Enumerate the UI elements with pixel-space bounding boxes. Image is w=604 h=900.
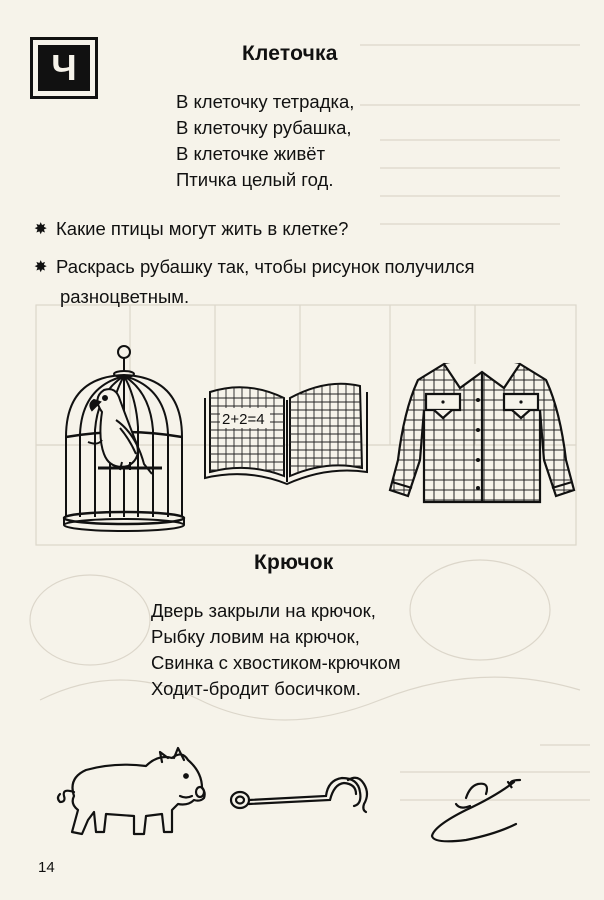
bird-cage-icon — [58, 342, 190, 532]
poem2-verse — [151, 598, 401, 702]
star-icon: ✸ — [34, 259, 48, 276]
task-question-birds — [34, 214, 348, 244]
page-number: 14 — [38, 859, 55, 876]
letter-badge-text: Ч — [38, 45, 90, 91]
poem1-verse — [176, 89, 354, 193]
poem1-line: В клеточку тетрадка, — [176, 91, 355, 112]
star-icon: ✸ — [34, 221, 48, 238]
poem2-line: Рыбку ловим на крючок, — [151, 626, 360, 647]
task-color-shirt — [34, 252, 475, 311]
poem2-title: Крючок — [254, 551, 334, 574]
poem1-line: В клеточку рубашка, — [176, 117, 352, 138]
poem1-title: Клеточка — [242, 42, 338, 65]
task-text: Раскрась рубашку так, чтобы рисунок получился — [56, 256, 475, 277]
poem2-line: Дверь закрыли на крючок, — [151, 600, 376, 621]
notebook-icon — [202, 372, 372, 487]
poem1-line: Птичка целый год. — [176, 169, 334, 190]
poem1-line: В клеточке живёт — [176, 143, 326, 164]
poem2-line: Ходит-бродит босичком. — [151, 678, 361, 699]
task-text-continued: разноцветным. — [60, 286, 190, 307]
poem2-line: Свинка с хвостиком-крючком — [151, 652, 401, 673]
shirt-icon — [384, 350, 580, 510]
notebook-equation: 2+2=4 — [222, 411, 265, 428]
hook-icon — [226, 770, 386, 820]
letter-badge — [30, 37, 98, 99]
task-text: Какие птицы могут жить в клетке? — [56, 218, 349, 239]
pig-icon — [54, 744, 214, 844]
fishing-hook-icon — [426, 776, 536, 848]
